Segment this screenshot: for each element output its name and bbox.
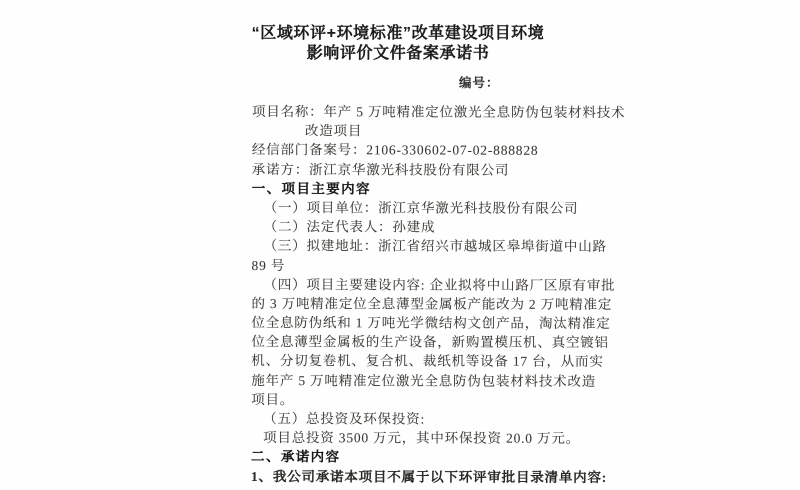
section2-item-1: 1、我公司承诺本项目不属于以下环评审批目录清单内容: — [251, 468, 608, 485]
line-construction-content: （四）项目主要建设内容: 企业拟将中山路厂区原有审批 — [263, 276, 616, 293]
field-project-name: 项目名称：年产 5 万吨精准定位激光全息防伪包装材料技术 — [251, 103, 626, 120]
line-construction-content-7: 项目。 — [251, 391, 295, 407]
line-construction-content-4: 位全息薄型金属板的生产设备，新购置模压机、真空镀铝 — [251, 334, 609, 351]
line-proposed-address: （三）拟建地址：浙江省绍兴市越城区皋埠街道中山路 — [263, 238, 607, 255]
section1-heading: 一、项目主要内容 — [251, 180, 371, 197]
section2-heading: 二、承诺内容 — [251, 449, 341, 465]
line-construction-content-3: 位全息防伪纸和 1 万吨光学微结构文创产品，淘汰精准定 — [251, 315, 611, 332]
line-legal-representative: （二）法定代表人：孙建成 — [263, 219, 436, 235]
line-construction-content-2: 的 3 万吨精准定位全息薄型金属板产能改为 2 万吨精准定 — [251, 295, 613, 312]
field-promisor: 承诺方：浙江京华激光科技股份有限公司 — [251, 161, 510, 178]
field-filing-number: 经信部门备案号：2106-330602-07-02-888828 — [251, 142, 539, 159]
document-title-line1: “区域环评+环境标准”改革建设项目环境 — [251, 25, 545, 42]
line-investment-amount: 项目总投资 3500 万元，其中环保投资 20.0 万元。 — [263, 430, 580, 447]
document-title-line2: 影响评价文件备案承诺书 — [306, 45, 490, 62]
field-project-name-cont: 改造项目 — [304, 123, 363, 139]
serial-number-label: 编号： — [459, 76, 500, 90]
document-body — [251, 102, 638, 487]
document-title — [0, 24, 796, 64]
line-construction-content-6: 施年产 5 万吨精准定位激光全息防伪包装材料技术改造 — [251, 372, 597, 389]
line-project-unit: （一）项目单位：浙江京华激光科技股份有限公司 — [263, 199, 579, 216]
line-construction-content-5: 机、分切复卷机、复合机、裁纸机等设备 17 台，从而实 — [251, 353, 604, 370]
line-investment-heading: （五）总投资及环保投资: — [263, 411, 426, 427]
line-proposed-address-cont: 89 号 — [251, 257, 286, 273]
